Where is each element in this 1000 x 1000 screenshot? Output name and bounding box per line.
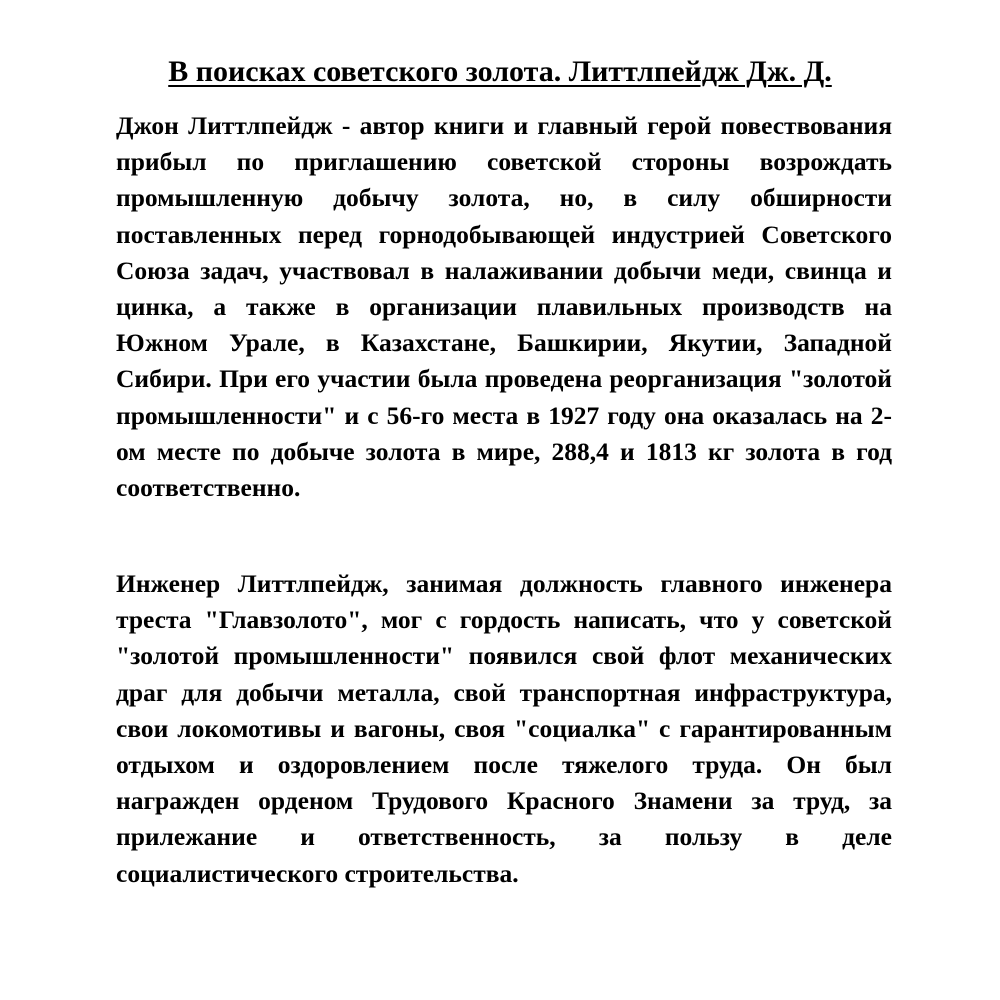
paragraph-1: Джон Литтлпейдж - автор книги и главный герой повествования прибыл по приглашению советской стороны возрождать промышленную добычу золота, но, в силу обширности поставленных перед горнодобывающей индустрией Советского Союза задач, участвовал в налаживании добычи меди, свинца и цинка, а также в организации плавильных производств на Южном Урале, в Казахстане, Башкирии, Якутии, Западной Сибири. При его участии была проведена реорганизация "золотой промышленности" и с 56-го места в 1927 году она оказалась на 2-ом месте по добыче золота в мире, 288,4 и 1813 кг золота в год соответственно. bbox=[116, 111, 892, 503]
document-title: В поисках советского золота. Литтлпейдж Дж. Д. bbox=[168, 55, 832, 88]
paragraph-2: Инженер Литтлпейдж, занимая должность главного инженера треста "Главзолото", мог с гордость написать, что у советской "золотой промышленности" появился свой флот механических драг для добычи металла, свой транспортная инфраструктура, свои локомотивы и вагоны, своя "социалка" с гарантированным отдыхом и оздоровлением после тяжелого труда. Он был награжден орденом Трудового Красного Знамени за труд, за прилежание и ответственность, за пользу в деле социалистического строительства. bbox=[116, 569, 892, 888]
